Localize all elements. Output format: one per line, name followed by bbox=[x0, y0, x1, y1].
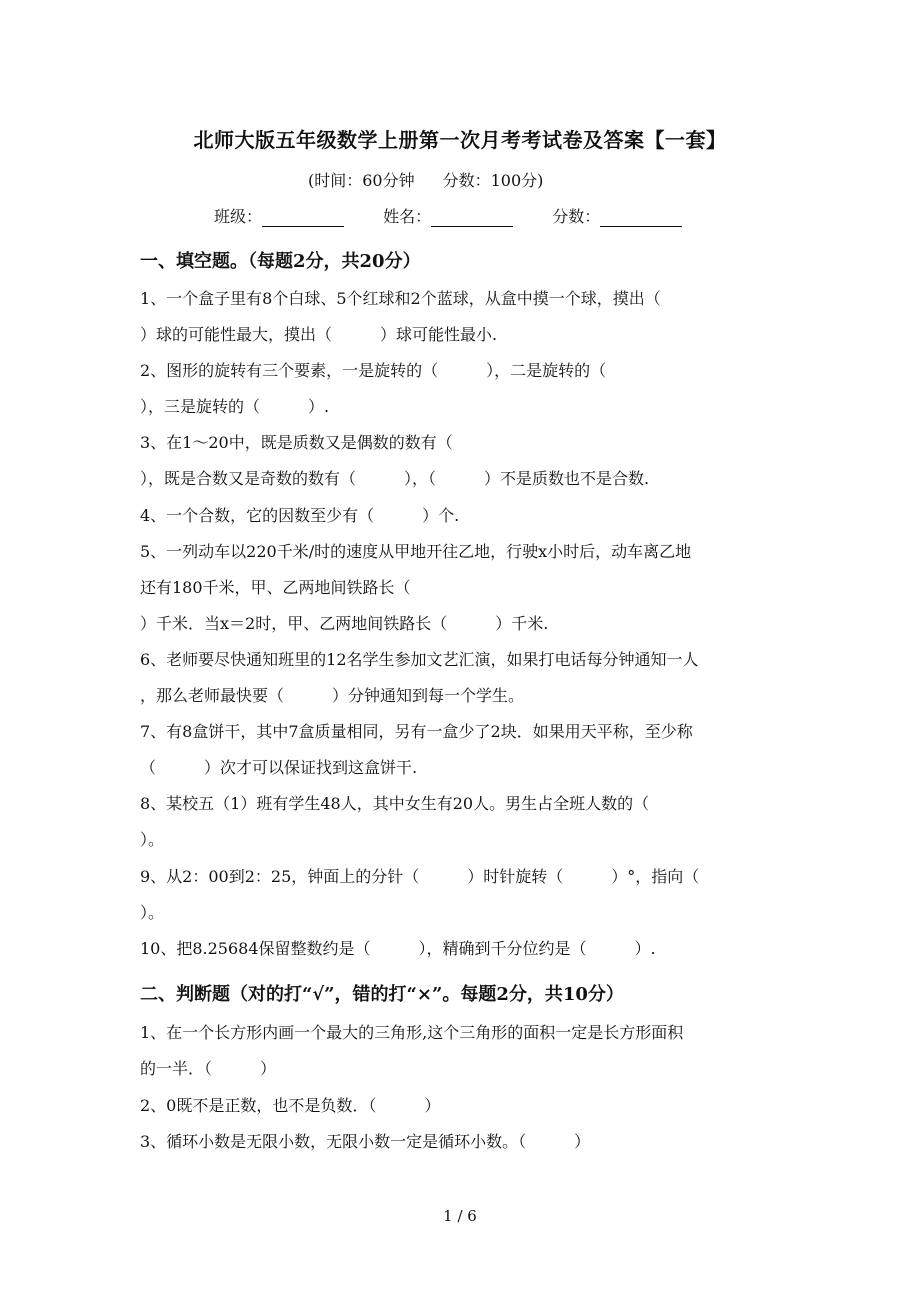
question-line: ），既是合数又是奇数的数有（ ），（ ）不是质数也不是合数. bbox=[140, 469, 650, 488]
question-line: 还有180千米，甲、乙两地间铁路长（ bbox=[140, 578, 411, 597]
question-line: （ ）次才可以保证找到这盒饼干. bbox=[140, 758, 418, 777]
question-line: 3、循环小数是无限小数，无限小数一定是循环小数。（ ） bbox=[140, 1132, 591, 1151]
question-line: 2、0既不是正数，也不是负数．（ ） bbox=[140, 1096, 441, 1115]
question-line: ）千米．当x＝2时，甲、乙两地间铁路长（ ）千米. bbox=[140, 614, 549, 633]
class-label: 班级： bbox=[214, 207, 263, 226]
section-heading-true-false: 二、判断题（对的打“√”，错的打“×”。每题2分，共10分） bbox=[140, 984, 624, 1005]
question-line: ），三是旋转的（ ）. bbox=[140, 397, 330, 416]
student-info bbox=[214, 204, 716, 227]
question-line: 8、某校五（1）班有学生48人，其中女生有20人。男生占全班人数的（ bbox=[140, 794, 650, 813]
question-line: ，那么老师最快要（ ）分钟通知到每一个学生。 bbox=[140, 686, 525, 705]
question-line: ）。 bbox=[140, 830, 165, 849]
total-score: 分数：100分) bbox=[442, 171, 544, 190]
question-line: 4、一个合数，它的因数至少有（ ）个. bbox=[140, 506, 460, 525]
section-heading-fill-in: 一、填空题。（每题2分，共20分） bbox=[140, 251, 421, 272]
question-line: 9、从2：00到2：25，钟面上的分针（ ）时针旋转（ ）°，指向（ bbox=[140, 867, 700, 886]
question-line: 1、一个盒子里有8个白球、5个红球和2个蓝球，从盒中摸一个球，摸出（ bbox=[140, 289, 661, 308]
name-blank bbox=[431, 209, 513, 227]
question-line: 1、在一个长方形内画一个最大的三角形,这个三角形的面积一定是长方形面积 bbox=[140, 1023, 684, 1042]
question-line: 5、一列动车以220千米/时的速度从甲地开往乙地，行驶x小时后，动车离乙地 bbox=[140, 542, 692, 561]
question-line: 7、有8盒饼干，其中7盒质量相同，另有一盒少了2块．如果用天平称，至少称 bbox=[140, 722, 693, 741]
question-line: 2、图形的旋转有三个要素，一是旋转的（ ），二是旋转的（ bbox=[140, 361, 607, 380]
question-line: 6、老师要尽快通知班里的12名学生参加文艺汇演，如果打电话每分钟通知一人 bbox=[140, 650, 699, 669]
page-number: 1 / 6 bbox=[443, 1207, 477, 1225]
exam-meta bbox=[308, 168, 543, 191]
name-label: 姓名： bbox=[383, 207, 432, 226]
time-limit: (时间：60分钟 bbox=[308, 171, 415, 190]
page-title: 北师大版五年级数学上册第一次月考考试卷及答案【一套】 bbox=[193, 128, 727, 152]
question-line: ）。 bbox=[140, 903, 165, 922]
question-line: 的一半．（ ） bbox=[140, 1059, 277, 1078]
score-label: 分数： bbox=[552, 207, 601, 226]
question-line: 3、在1～20中，既是质数又是偶数的数有（ bbox=[140, 433, 453, 452]
class-blank bbox=[262, 209, 344, 227]
score-blank bbox=[600, 209, 682, 227]
question-line: ）球的可能性最大，摸出（ ）球可能性最小. bbox=[140, 325, 498, 344]
question-line: 10、把8.25684保留整数约是（ ），精确到千分位约是（ ）. bbox=[140, 939, 656, 958]
